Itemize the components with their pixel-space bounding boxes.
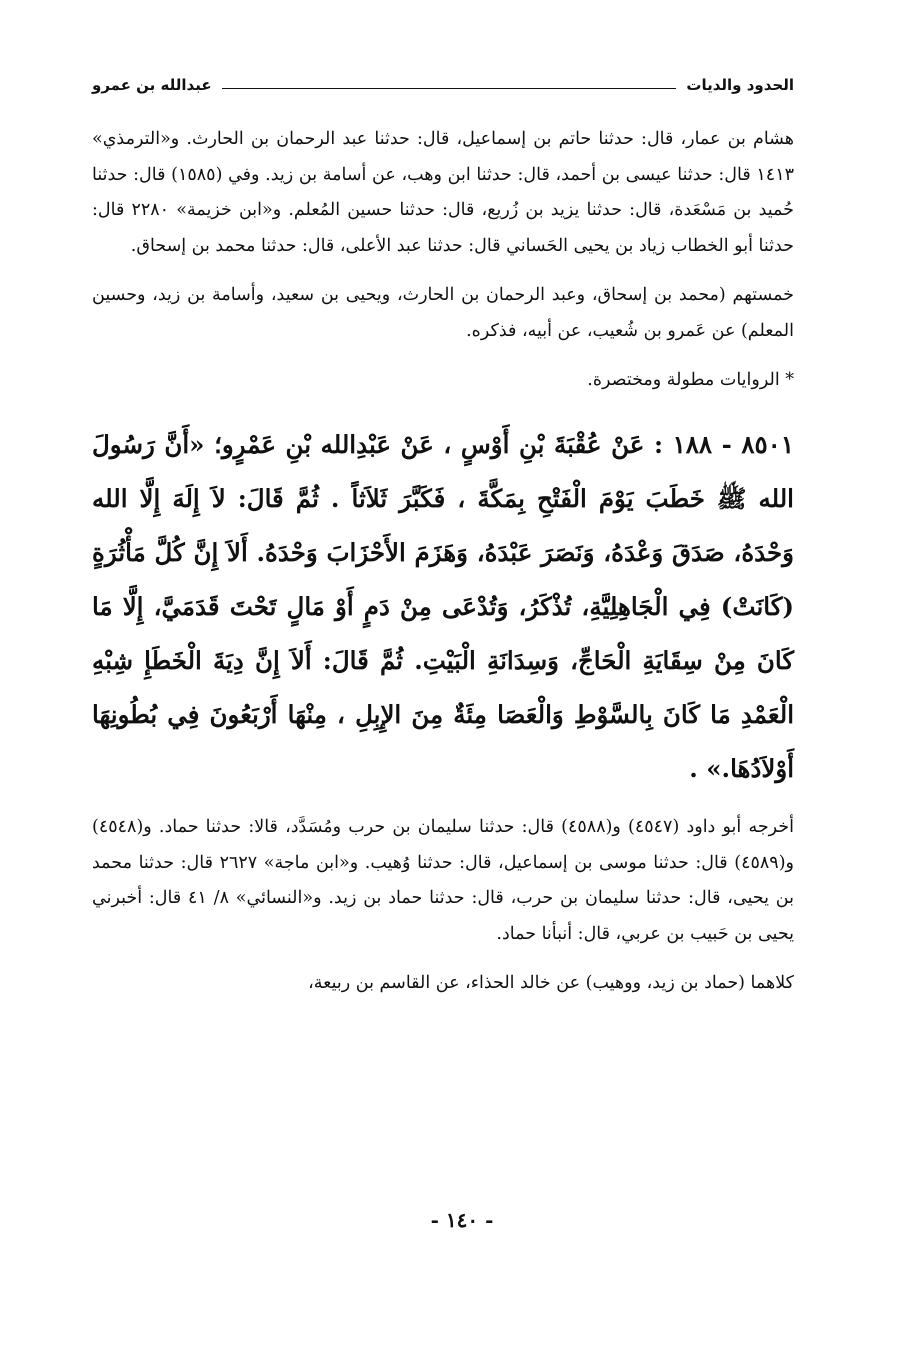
header-narrator-name: عبدالله بن عمرو xyxy=(92,76,212,94)
paragraph-spacer xyxy=(92,952,794,966)
page-number: - ١٤٠ - xyxy=(430,1208,494,1232)
page-body xyxy=(92,122,794,1002)
running-header xyxy=(92,70,794,100)
paragraph-spacer xyxy=(92,796,794,810)
isnad-paragraph-1: هشام بن عمار، قال: حدثنا حاتم بن إسماعيل، قال: حدثنا عبد الرحمان بن الحارث. و«الترمذي» ١٤١٣ قال: حدثنا عيسى بن أحمد، قال: حدثنا ابن وهب، عن أسامة بن زيد. وفي (١٥٨٥) قال: حدثنا حُميد بن مَسْعَدة، قال: حدثنا يزيد بن زُريع، قال: حدثنا حسين المُعلم. و«ابن خزيمة» ٢٢٨٠ قال: حدثنا أبو الخطاب زياد بن يحيى الحَساني قال: حدثنا عبد الأعلى، قال: حدثنا محمد بن إسحاق. xyxy=(92,129,794,256)
header-rule xyxy=(222,88,677,89)
takhrij-paragraph: أخرجه أبو داود (٤٥٤٧) و(٤٥٨٨) قال: حدثنا سليمان بن حرب ومُسَدَّد، قالا: حدثنا حماد. و(٤٥٤٨) و(٤٥٨٩) قال: حدثنا موسى بن إسماعيل، قال: حدثنا وُهيب. و«ابن ماجة» ٢٦٢٧ قال: حدثنا محمد بن يحيى، قال: حدثنا سليمان بن حرب، قال: حدثنا حماد بن زيد. و«النسائي» ٨/ ٤١ قال: أخبرني يحيى بن حَبيب بن عربي، قال: أنبأنا حماد. xyxy=(92,817,794,944)
narrations-note: * الروايات مطولة ومختصرة. xyxy=(587,370,794,390)
paragraph-spacer xyxy=(92,264,794,278)
continuation-paragraph: كلاهما (حماد بن زيد، ووهيب) عن خالد الحذاء، عن القاسم بن ربيعة، xyxy=(308,973,794,993)
paragraph-spacer xyxy=(92,398,794,418)
header-section-title: الحدود والديات xyxy=(686,76,794,94)
hadith-text: ٨٥٠١ - ١٨٨ : عَنْ عُقْبَةَ بْنِ أَوْسٍ ، عَنْ عَبْدِالله بْنِ عَمْرٍو؛ «أَنَّ رَسُولَ الله ﷺ خَطَبَ يَوْمَ الْفَتْحِ بِمَكَّةَ ، فَكَبَّرَ ثَلاَثاً . ثُمَّ قَالَ: لاَ إِلَهَ إِلَّا الله وَحْدَهُ، صَدَقَ وَعْدَهُ، وَنَصَرَ عَبْدَهُ، وَهَزَمَ الأَحْزَابَ وَحْدَهُ. أَلاَ إِنَّ كُلَّ مَأْثُرَةٍ (كَانَتْ) فِي الْجَاهِلِيَّةِ، تُذْكَرُ، وَتُدْعَى مِنْ دَمٍ أَوْ مَالٍ تَحْتَ قَدَمَيَّ، إِلَّا مَا كَانَ مِنْ سِقَايَةِ الْحَاجِّ، وَسِدَانَةِ الْبَيْتِ. ثُمَّ قَالَ: أَلاَ إِنَّ دِيَةَ الْخَطَإِ شِبْهِ الْعَمْدِ مَا كَانَ بِالسَّوْطِ وَالْعَصَا مِئَةٌ مِنَ الإِبِلِ ، مِنْهَا أَرْبَعُونَ فِي بُطُونِهَا أَوْلاَدُهَا.» . xyxy=(92,430,794,783)
isnad-paragraph-2: خمستهم (محمد بن إسحاق، وعبد الرحمان بن الحارث، ويحيى بن سعيد، وأسامة بن زيد، وحسين المعلم) عن عَمرو بن شُعيب، عن أبيه، فذكره. xyxy=(92,285,794,341)
paragraph-spacer xyxy=(92,349,794,363)
